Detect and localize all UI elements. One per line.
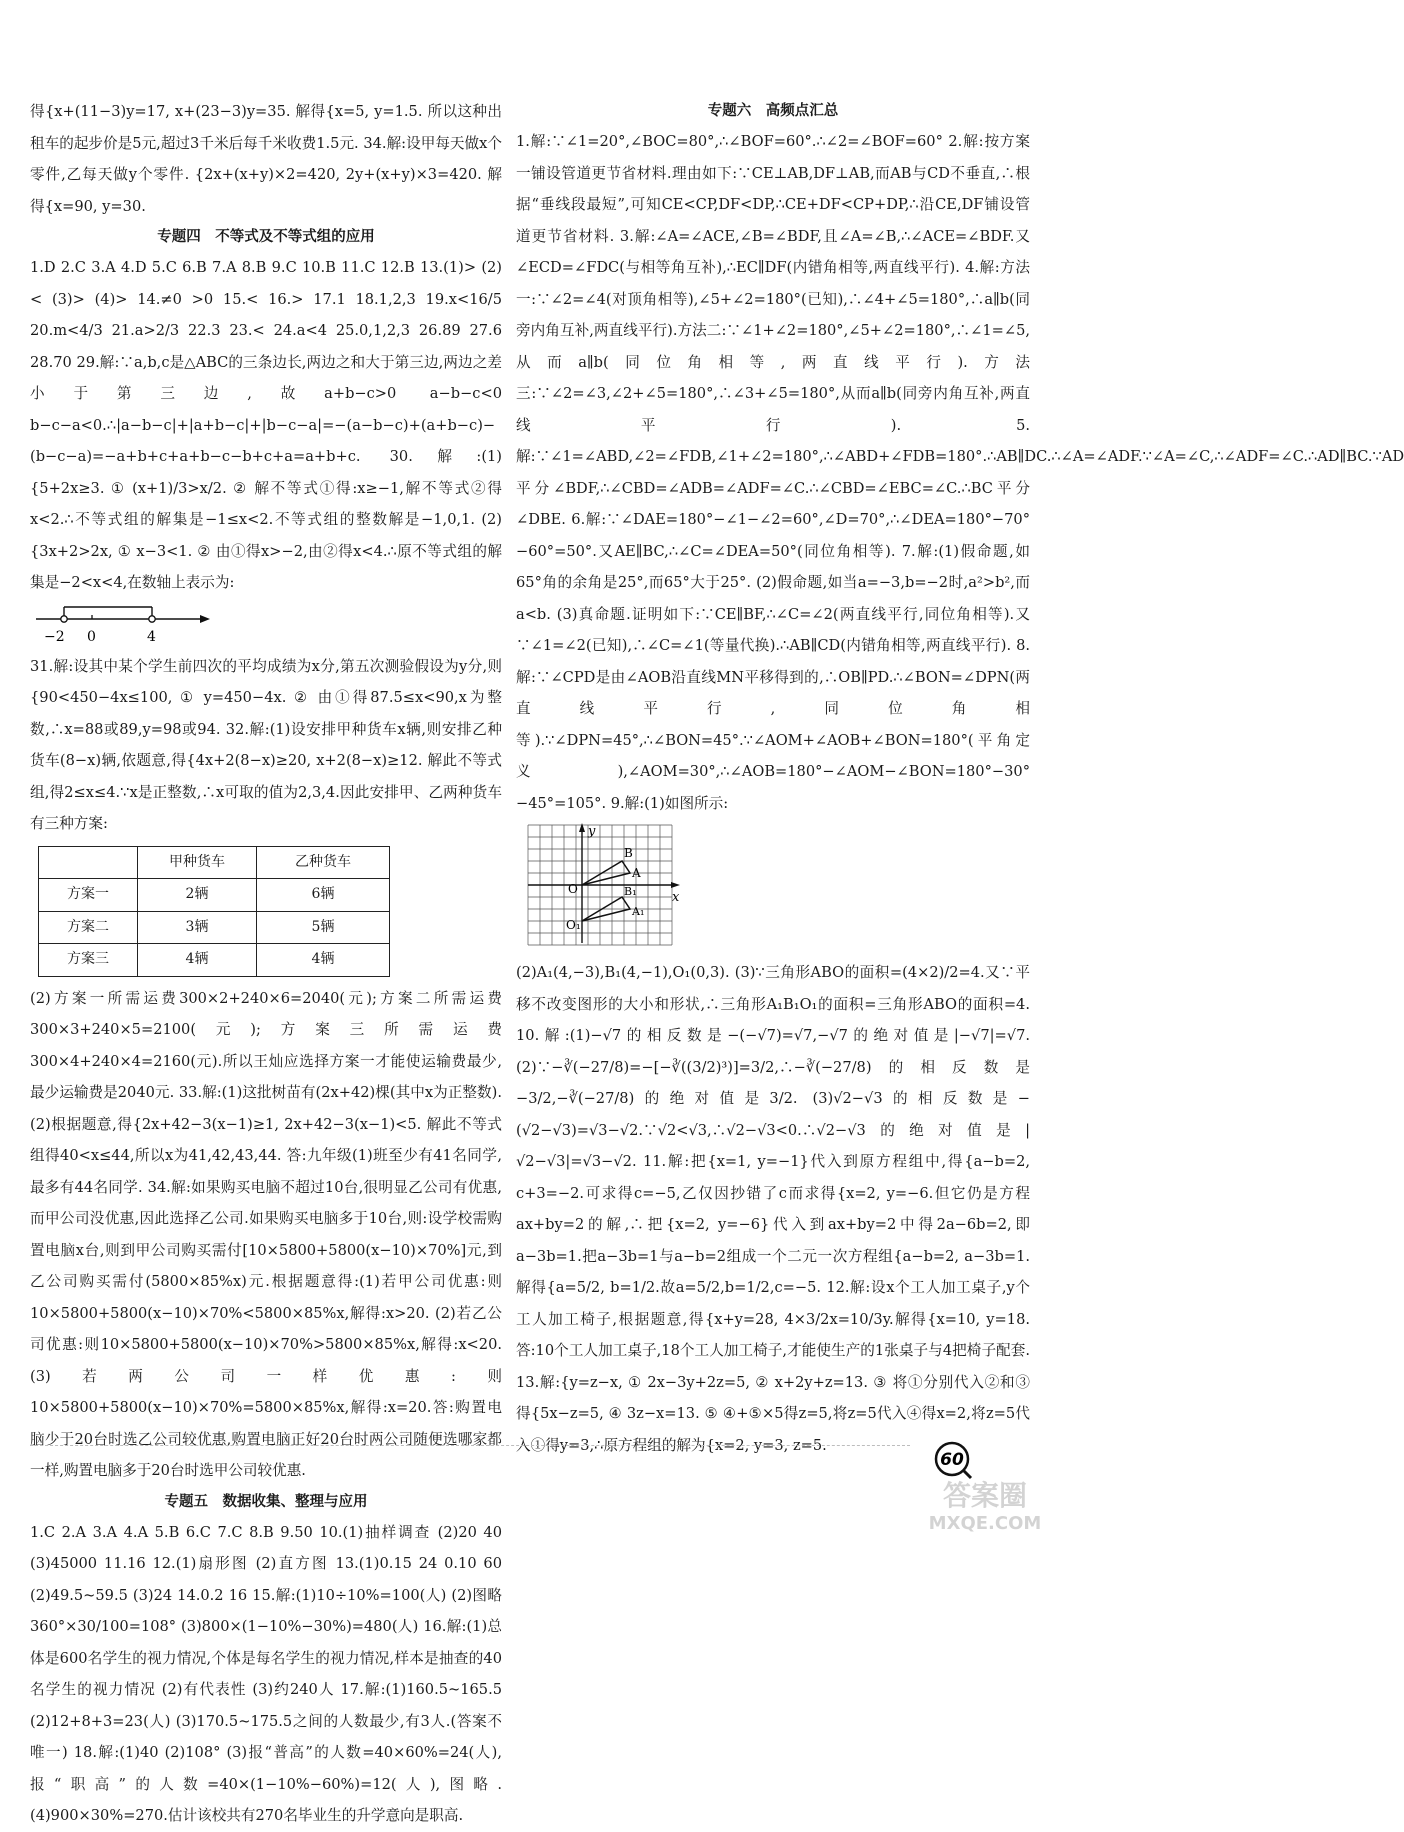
table-header-row	[39, 846, 390, 879]
page-number-badge	[933, 1440, 973, 1480]
tick-label-0: 0	[87, 628, 96, 645]
tick-label-4: 4	[147, 628, 156, 645]
q31-q32-answers: 31.解:设其中某个学生前四次的平均成绩为x分,第五次测验假设为y分,则{90<450−4x≤100, ① y=450−4x. ② 由①得87.5≤x<90,x为整数,∴x=88或89,y=98或94. 32.解:(1)设安排甲种货车x辆,则安排乙种货车(8−x)辆,依题意,得{4x+2(8−x)≥20, x+2(8−x)≥12. 解此不等式组,得2≤x≤4.∵x是正整数,∴x可取的值为2,3,4.因此安排甲、乙两种货车有三种方案:	[30, 657, 502, 832]
axis-arrow-icon	[200, 615, 210, 623]
table-row	[39, 944, 390, 977]
table-cell: 6辆	[257, 879, 390, 912]
point-a-label: A	[632, 866, 641, 880]
table-cell: 方案三	[39, 944, 138, 977]
x-axis-label: x	[672, 890, 680, 905]
tick-label-neg2: −2	[44, 628, 65, 645]
q32-q34-answers: (2)方案一所需运费300×2+240×6=2040(元);方案二所需运费300×3+240×5=2100(元);方案三所需运费300×4+240×4=2160(元).所以王灿应选择方案一才能使运输费最少,最少运输费是2040元. 33.解:(1)这批树苗有(2x+42)棵(其中x为正整数). (2)根据题意,得{2x+42−3(x−1)≥1, 2x+42−3(x−1)<5. 解此不等式组得40<x≤44,所以x为41,42,43,44. 答:九年级(1)班至少有41名同学,最多有44名同学. 34.解:如果购买电脑不超过10台,很明显乙公司有优惠,而甲公司没优惠,因此选择乙公司.如果购买电脑多于10台,则:设学校需购置电脑x台,则到甲公司购买需付[10×5800+5800(x−10)×70%]元,到乙公司购买需付(5800×85%x)元.根据题意得:(1)若甲公司优惠:则10×5800+5800(x−10)×70%<5800×85%x,解得:x>20. (2)若乙公司优惠:则10×5800+5800(x−10)×70%>5800×85%x,解得:x<20. (3)若两公司一样优惠:则10×5800+5800(x−10)×70%=5800×85%x,解得:x=20.答:购置电脑少于20台时选乙公司较优惠,购置电脑正好20台时两公司随便选哪家都一样,购置电脑多于20台时选甲公司较优惠.	[30, 989, 502, 1479]
table-row	[39, 911, 390, 944]
table-cell: 4辆	[257, 944, 390, 977]
page-number: 60	[940, 1450, 964, 1470]
table-header-cell	[39, 846, 138, 879]
grid-svg	[524, 823, 684, 947]
left-column	[30, 96, 502, 1832]
table-header-cell: 乙种货车	[257, 846, 390, 879]
y-axis-label: y	[588, 824, 596, 839]
sec4-answers: 1.D 2.C 3.A 4.D 5.C 6.B 7.A 8.B 9.C 10.B 11.C 12.B 13.(1)> (2)< (3)> (4)> 14.≠0 >0 15.< 16.> 17.1 18.1,2,3 19.x<16/5 20.m<4/3 21.a>2/3 22.3 23.< 24.a<4 25.0,1,2,3 26.89 27.6 28.70 29.解:∵a,b,c是△ABC的三条边长,两边之和大于第三边,两边之差小于第三边,故a+b−c>0 a−b−c<0 b−c−a<0.∴|a−b−c|+|a+b−c|+|b−c−a|=−(a−b−c)+(a+b−c)−(b−c−a)=−a+b+c+a+b−c−b+c+a=a+b+c. 30.解:(1){5+2x≥3. ① (x+1)/3>x/2. ② 解不等式①得:x≥−1,解不等式②得x<2.∴不等式组的解集是−1≤x<2.不等式组的整数解是−1,0,1. (2){3x+2>2x, ① x−3<1. ② 由①得x>−2,由②得x<4.∴原不等式组的解集是−2<x<4,在数轴上表示为:	[30, 259, 502, 591]
sec6-answers-part1: 1.解:∵∠1=20°,∠BOC=80°,∴∠BOF=60°.∴∠2=∠BOF=60° 2.解:按方案一铺设管道更节省材料.理由如下:∵CE⊥AB,DF⊥AB,而AB与CD不垂直,∴根据“垂线段最短”,可知CE<CP,DF<DP,∴CE+DF<CP+DP,∴沿CE,DF铺设管道更节省材料. 3.解:∠A=∠ACE,∠B=∠BDF,且∠A=∠B,∴∠ACE=∠BDF.又∠ECD=∠FDC(与相等角互补),∴EC∥DF(内错角相等,两直线平行). 4.解:方法一:∵∠2=∠4(对顶角相等),∠5+∠2=180°(已知),∴∠4+∠5=180°,∴a∥b(同旁内角互补,两直线平行).方法二:∵∠1+∠2=180°,∠5+∠2=180°,∴∠1=∠5,从而a∥b(同位角相等,两直线平行).方法三:∵∠2=∠3,∠2+∠5=180°,∴∠3+∠5=180°,从而a∥b(同旁内角互补,两直线平行). 5.解:∵∠1=∠ABD,∠2=∠FDB,∠1+∠2=180°,∴∠ABD+∠FDB=180°.∴AB∥DC.∴∠A=∠ADF.∵∠A=∠C,∴∠ADF=∠C.∴AD∥BC.∵AD平分∠BDF,∴∠CBD=∠ADB=∠ADF=∠C.∴∠CBD=∠EBC=∠C.∴BC平分∠DBE. 6.解:∵∠DAE=180°−∠1−∠2=60°,∠D=70°,∴∠DEA=180°−70°−60°=50°.又AE∥BC,∴∠C=∠DEA=50°(同位角相等). 7.解:(1)假命题,如65°角的余角是25°,而65°大于25°. (2)假命题,如当a=−3,b=−2时,a²>b²,而a<b. (3)真命题.证明如下:∵CE∥BF,∴∠C=∠2(两直线平行,同位角相等).又∵∠1=∠2(已知),∴∠C=∠1(等量代换).∴AB∥CD(内错角相等,两直线平行). 8.解:∵∠CPD是由∠AOB沿直线MN平移得到的,∴OB∥PD.∴∠BON=∠DPN(两直线平行,同位角相等).∵∠DPN=45°,∴∠BON=45°.∵∠AOM+∠AOB+∠BON=180°(平角定义),∠AOM=30°,∴∠AOB=180°−∠AOM−∠BON=180°−30°−45°=105°. 9.解:(1)如图所示:	[516, 133, 1404, 812]
watermark-logo	[915, 1475, 1055, 1535]
number-line-figure	[30, 601, 502, 647]
section-5-title: 专题五 数据收集、整理与应用	[164, 1493, 368, 1510]
table-cell: 2辆	[138, 879, 257, 912]
sec5-answers: 1.C 2.A 3.A 4.A 5.B 6.C 7.C 8.B 9.50 10.(1)抽样调查 (2)20 40 (3)45000 11.16 12.(1)扇形图 (2)直方图 13.(1)0.15 24 0.10 60 (2)49.5~59.5 (3)24 14.0.2 16 15.解:(1)10÷10%=100(人) (2)图略 360°×30/100=108° (3)800×(1−10%−30%)=480(人) 16.解:(1)总体是600名学生的视力情况,个体是每名学生的视力情况,样本是抽查的40名学生的视力情况 (2)有代表性 (3)约240人 17.解:(1)160.5~165.5 (2)12+8+3=23(人) (3)170.5~175.5之间的人数最少,有3人.(答案不唯一) 18.解:(1)40 (2)108° (3)报“普高”的人数=40×60%=24(人),报“职高”的人数=40×(1−10%−60%)=12(人),图略. (4)900×30%=270.估计该校共有270名毕业生的升学意向是职高.	[30, 1523, 502, 1824]
open-point-right	[149, 615, 155, 621]
table-cell: 方案二	[39, 911, 138, 944]
section-6-title: 专题六 高频点汇总	[707, 103, 839, 119]
table-cell: 方案一	[39, 879, 138, 912]
bottom-divider	[30, 1445, 910, 1448]
table-cell: 3辆	[138, 911, 257, 944]
section-4-title: 专题四 不等式及不等式组的应用	[157, 229, 375, 245]
point-o-label: O	[568, 882, 578, 896]
open-point-left	[61, 615, 67, 621]
sec3-answer-tail: 得{x+(11−3)y=17, x+(23−3)y=35. 解得{x=5, y=1.5. 所以这种出租车的起步价是5元,超过3千米后每千米收费1.5元. 34.解:设甲每天做x个零件,乙每天做y个零件. {2x+(x+y)×2=420, 2y+(x+y)×3=420. 解得{x=90, y=30.	[30, 103, 502, 215]
sec6-answers-part2: (2)A₁(4,−3),B₁(4,−1),O₁(0,3). (3)∵三角形ABO的面积=(4×2)/2=4.又∵平移不改变图形的大小和形状,∴三角形A₁B₁O₁的面积=三角形ABO的面积=4. 10.解:(1)−√7的相反数是−(−√7)=√7,−√7的绝对值是|−√7|=√7. (2)∵−∛(−27/8)=−[−∛((3/2)³)]=3/2,∴−∛(−27/8)的相反数是−3/2,−∛(−27/8)的绝对值是3/2. (3)√2−√3的相反数是−(√2−√3)=√3−√2.∵√2<√3,∴√2−√3<0.∴√2−√3的绝对值是|√2−√3|=√3−√2. 11.解:把{x=1, y=−1}代入到原方程组中,得{a−b=2, c+3=−2.可求得c=−5,乙仅因抄错了c而求得{x=2, y=−6.但它仍是方程ax+by=2的解,∴把{x=2, y=−6}代入到ax+by=2中得2a−6b=2,即a−3b=1.把a−3b=1与a−b=2组成一个二元一次方程组{a−b=2, a−3b=1.解得{a=5/2, b=1/2.故a=5/2,b=1/2,c=−5. 12.解:设x个工人加工桌子,y个工人加工椅子,根据题意,得{x+y=28, 4×3/2x=10/3y.解得{x=10, y=18.答:10个工人加工桌子,18个工人加工椅子,才能使生产的1张桌子与4把椅子配套. 13.解:{y=z−x, ① 2x−3y+2z=5, ② x+2y+z=13. ③ 将①分别代入②和③得{5x−z=5, ④ 3z−x=13. ⑤ ④+⑤×5得z=5,将z=5代入④得x=2,将z=5代入①得y=3,∴原方程组的解为{x=2, y=3, z=5.	[516, 964, 1030, 1454]
truck-plan-table	[38, 846, 390, 977]
coordinate-grid-figure	[516, 823, 1030, 951]
watermark-bottom: MXQE.COM	[928, 1513, 1042, 1534]
table-header-cell: 甲种货车	[138, 846, 257, 879]
point-b-label: B	[624, 846, 633, 860]
table-cell: 4辆	[138, 944, 257, 977]
watermark-top: 答案圈	[942, 1479, 1028, 1512]
table-row	[39, 879, 390, 912]
table-cell: 5辆	[257, 911, 390, 944]
point-a1-label: A₁	[632, 905, 645, 918]
right-column	[516, 96, 1404, 1461]
x-axis-arrow-icon	[671, 882, 680, 888]
point-o1-label: O₁	[566, 918, 581, 932]
y-axis-arrow-icon	[579, 823, 585, 832]
point-b1-label: B₁	[624, 885, 637, 898]
